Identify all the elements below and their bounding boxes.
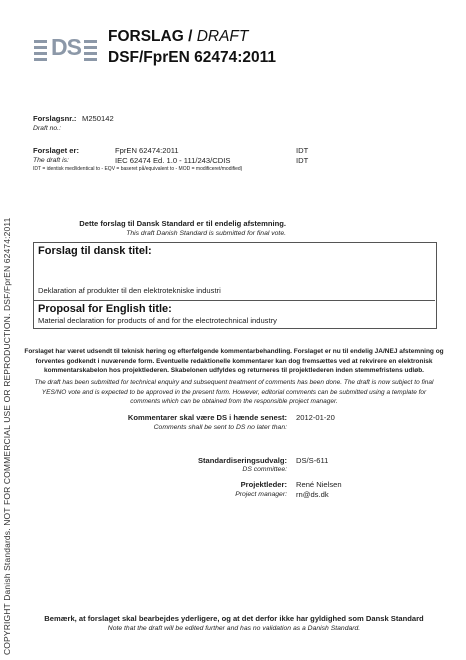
draft-is-code: IDT <box>296 156 309 165</box>
committee-english: DS committee: <box>242 466 287 473</box>
committee-value: DS/S-611 <box>296 456 329 465</box>
info-english <box>20 378 448 407</box>
title-box-divider <box>34 300 435 301</box>
info-english-line: The draft has been submitted for technical enquiry and subsequent treatment of comments has been done. The draft is now subject to final <box>34 379 434 386</box>
equivalence-legend: IDT = identisk med/identical to - EQV = baseret på/equivalent to - MOD = modificeret/modified) <box>33 166 243 172</box>
ds-logo <box>34 34 104 62</box>
info-danish-line: Forslaget har været udsendt til teknisk høring og efterfølgende kommentarbehandling. Forslaget er nu til endelig JA/NEJ afstemning og <box>24 348 444 355</box>
info-english-line: YES/NO vote and is expected to be approved in the present form. However, editorial comments can be submitted using a template for <box>41 388 427 396</box>
committee-label: Standardiseringsudvalg: <box>197 456 287 465</box>
proposal-is-value: FprEN 62474:2011 <box>115 146 179 155</box>
manager-email[interactable]: rn@ds.dk <box>296 490 329 499</box>
info-danish-line: forventes godkendt i nuværende form. Eventuelle redaktionelle kommentarer kan dog fremsættes ved at rekvirere en elektronisk <box>35 357 433 365</box>
header-standard: DSF/FprEN 62474:2011 <box>108 49 277 66</box>
footer-english: Note that the draft will be edited further and has no validation as a Danish Standard. <box>107 625 361 632</box>
footer-danish: Bemærk, at forslaget skal bearbejdes yderligere, og at det derfor ikke har gyldighed som Dansk Standard <box>44 614 424 623</box>
proposal-no-label: Forslagsnr.: <box>33 114 77 123</box>
deadline-value: 2012-01-20 <box>296 413 335 422</box>
draft-is-label: The draft is: <box>33 157 69 164</box>
deadline-label: Kommentarer skal være DS i hænde senest: <box>127 413 287 422</box>
proposal-is-label: Forslaget er: <box>33 146 79 155</box>
logo-text: DS <box>51 34 81 60</box>
logo-stripes-right <box>84 40 97 64</box>
danish-title-heading: Forslag til dansk titel: <box>38 245 152 257</box>
info-danish-line: kommentarskabelon hos projektlederen. Skabelonen udfyldes og returneres til projektlederen inden stemmefristens udløb. <box>44 367 424 374</box>
submission-english: This draft Danish Standard is submitted for final vote. <box>126 230 286 237</box>
manager-english: Project manager: <box>235 491 287 498</box>
side-copyright-notice: COPYRIGHT Danish Standards. NOT FOR COMMERCIAL USE OR REPRODUCTION. DSF/FprEN 62474:2011 <box>2 217 12 655</box>
draft-no-label: Draft no.: <box>33 125 61 132</box>
draft-is-value: IEC 62474 Ed. 1.0 - 111/243/CDIS <box>115 156 231 165</box>
manager-name: René Nielsen <box>296 480 342 489</box>
header-title-bold: FORSLAG / <box>108 28 193 45</box>
header-title <box>108 28 248 46</box>
english-title: Material declaration for products of and for the electrotechnical industry <box>38 316 277 325</box>
proposal-no-value: M250142 <box>82 114 114 123</box>
info-danish <box>20 347 448 376</box>
header-title-italic: DRAFT <box>196 28 249 45</box>
manager-label: Projektleder: <box>240 480 287 489</box>
proposal-is-code: IDT <box>296 146 309 155</box>
deadline-english: Comments shall be sent to DS no later than: <box>153 424 287 431</box>
logo-stripes-left <box>34 40 47 64</box>
danish-title: Deklaration af produkter til den elektrotekniske industri <box>38 286 221 295</box>
info-english-line: comments which can be obtained from the responsible project manager. <box>130 398 338 405</box>
english-title-heading: Proposal for English title: <box>38 303 172 315</box>
submission-danish: Dette forslag til Dansk Standard er til endelig afstemning. <box>79 219 286 228</box>
